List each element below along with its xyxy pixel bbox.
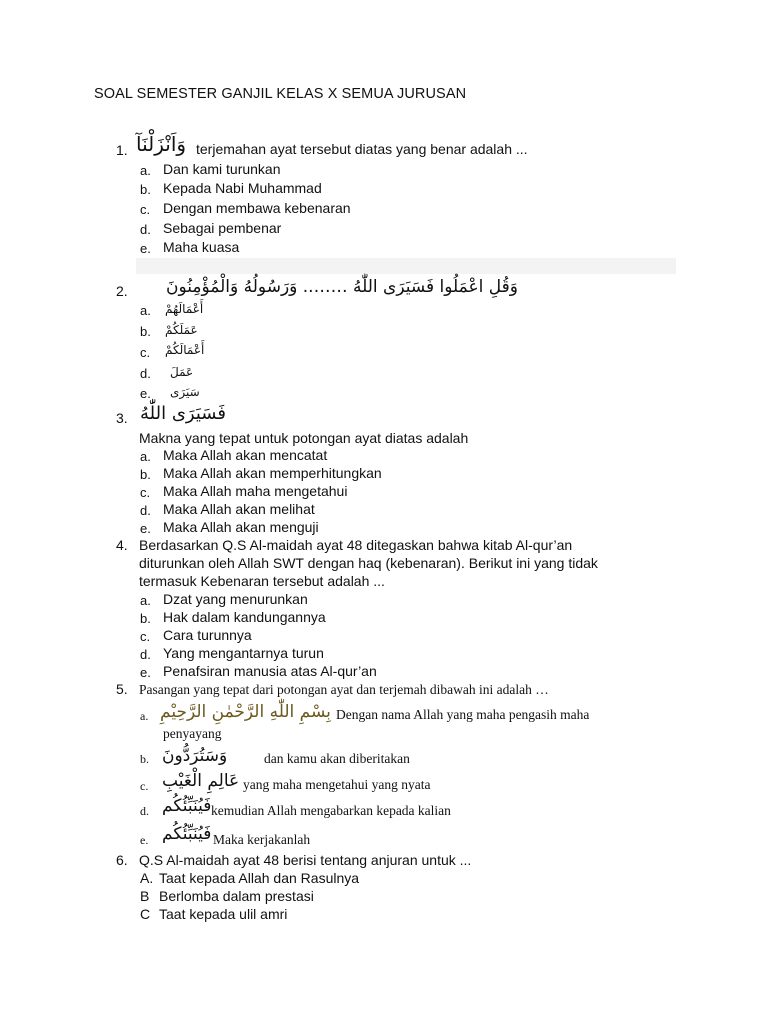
q4-option-e-mark: e. bbox=[140, 665, 151, 680]
q5-option-c-arabic: عَالِمِ الْغَيْبِ bbox=[162, 771, 240, 791]
q1-option-b-mark: b. bbox=[140, 182, 151, 197]
q3-option-a-mark: a. bbox=[140, 449, 151, 464]
q5-option-b-mark: b. bbox=[140, 752, 149, 766]
question-6-number: 6. bbox=[116, 852, 128, 868]
q2-option-e-mark: e. bbox=[140, 386, 151, 401]
q3-option-e-mark: e. bbox=[140, 521, 151, 536]
q5-option-c-mark: c. bbox=[140, 779, 149, 793]
q4-option-b-mark: b. bbox=[140, 611, 151, 626]
q5-option-c-text: yang maha mengetahui yang nyata bbox=[243, 777, 431, 792]
question-3-arabic: فَسَيَرَى اللّٰهُ bbox=[140, 403, 226, 424]
q3-option-e: Maka Allah akan menguji bbox=[163, 519, 319, 535]
q2-option-e: سَيَرَى bbox=[170, 385, 200, 399]
q1-option-a-mark: a. bbox=[140, 163, 151, 178]
q5-option-e-mark: e. bbox=[140, 833, 149, 847]
q5-option-d-text: kemudian Allah mengabarkan kepada kalian bbox=[211, 803, 451, 818]
q5-option-e-text: Maka kerjakanlah bbox=[213, 832, 311, 847]
q4-option-b: Hak dalam kandungannya bbox=[163, 609, 326, 625]
q5-option-a-arabic: بِسْمِ اللّٰهِ الرَّحْمٰنِ الرَّحِيْمِ bbox=[160, 702, 331, 722]
q5-option-b-text: dan kamu akan diberitakan bbox=[264, 751, 410, 766]
q3-option-c: Maka Allah maha mengetahui bbox=[163, 483, 348, 499]
question-2-arabic: وَقُلِ اعْمَلُوا فَسَيَرَى اللّٰهُ …….. وَرَسُولُهُ وَالْمُؤْمِنُونَ bbox=[166, 277, 518, 297]
q1-option-e-mark: e. bbox=[140, 241, 151, 256]
q2-option-b-mark: b. bbox=[140, 324, 151, 339]
q2-option-d: عَمَلَ bbox=[170, 365, 194, 379]
q1-option-e: Maha kuasa bbox=[163, 239, 240, 255]
q6-option-b-mark: B bbox=[140, 888, 150, 904]
q3-option-b-mark: b. bbox=[140, 467, 151, 482]
q2-option-a: أَعْمَالَهُمْ bbox=[165, 302, 204, 316]
q2-option-c-mark: c. bbox=[140, 345, 151, 360]
q3-option-a: Maka Allah akan mencatat bbox=[163, 447, 328, 463]
q5-option-a-text-continued: penyayang bbox=[163, 726, 222, 741]
q4-option-c: Cara turunnya bbox=[163, 627, 252, 643]
q1-option-b: Kepada Nabi Muhammad bbox=[163, 180, 322, 196]
question-1-text: terjemahan ayat tersebut diatas yang benar adalah ... bbox=[196, 141, 528, 157]
q5-option-d-mark: d. bbox=[140, 804, 149, 818]
q4-option-a: Dzat yang menurunkan bbox=[163, 591, 308, 607]
question-4-line-2: diturunkan oleh Allah SWT dengan haq (kebenaran). Berikut ini yang tidak bbox=[139, 555, 598, 571]
q1-option-c: Dengan membawa kebenaran bbox=[163, 200, 351, 216]
q5-option-a-text: Dengan nama Allah yang maha pengasih maha bbox=[336, 707, 590, 722]
q3-option-d-mark: d. bbox=[140, 503, 151, 518]
question-5-prompt: Pasangan yang tepat dari potongan ayat dan terjemah dibawah ini adalah … bbox=[139, 682, 549, 697]
q5-option-d-arabic: فَيُنَبِّئُكُم bbox=[162, 796, 212, 816]
q4-option-e: Penafsiran manusia atas Al-qur’an bbox=[163, 663, 377, 679]
q1-option-a: Dan kami turunkan bbox=[163, 161, 281, 177]
q3-option-c-mark: c. bbox=[140, 485, 151, 500]
question-1-number: 1. bbox=[116, 142, 128, 158]
q4-option-d: Yang mengantarnya turun bbox=[163, 645, 324, 661]
question-5-number: 5. bbox=[116, 681, 128, 697]
q6-option-b: Berlomba dalam prestasi bbox=[159, 888, 314, 904]
q3-option-b: Maka Allah akan memperhitungkan bbox=[163, 465, 382, 481]
q6-option-c: Taat kepada ulil amri bbox=[159, 906, 288, 922]
question-4-number: 4. bbox=[116, 537, 128, 553]
question-2-number: 2. bbox=[116, 283, 128, 299]
q5-option-b-arabic: وَسَتُرَدُّونَ bbox=[162, 746, 228, 766]
q2-option-a-mark: a. bbox=[140, 303, 151, 318]
page-title: SOAL SEMESTER GANJIL KELAS X SEMUA JURUSAN bbox=[94, 86, 467, 102]
q5-option-a-mark: a. bbox=[140, 709, 149, 723]
q6-option-c-mark: C bbox=[140, 906, 151, 922]
question-3-prompt: Makna yang tepat untuk potongan ayat diatas adalah bbox=[139, 430, 469, 446]
question-4-line-3: termasuk Kebenaran tersebut adalah ... bbox=[139, 573, 385, 589]
question-1-arabic: وَاَنْزَلْنَآ bbox=[136, 132, 187, 156]
question-4-line-1: Berdasarkan Q.S Al-maidah ayat 48 ditegaskan bahwa kitab Al-qur’an bbox=[139, 537, 573, 553]
q4-option-a-mark: a. bbox=[140, 593, 151, 608]
q4-option-d-mark: d. bbox=[140, 647, 151, 662]
question-6-prompt: Q.S Al-maidah ayat 48 berisi tentang anjuran untuk ... bbox=[139, 852, 472, 868]
q5-option-e-arabic: فَيُنَبِّئُكُم bbox=[162, 824, 212, 844]
q3-option-d: Maka Allah akan melihat bbox=[163, 501, 315, 517]
question-3-number: 3. bbox=[116, 410, 128, 426]
q2-option-b: عَمَلَكُمْ bbox=[165, 323, 198, 337]
q1-option-c-mark: c. bbox=[140, 202, 151, 217]
q2-option-d-mark: d. bbox=[140, 366, 151, 381]
q4-option-c-mark: c. bbox=[140, 629, 151, 644]
shaded-band bbox=[136, 258, 676, 274]
q1-option-d: Sebagai pembenar bbox=[163, 220, 282, 236]
q1-option-d-mark: d. bbox=[140, 222, 151, 237]
q6-option-a: Taat kepada Allah dan Rasulnya bbox=[159, 870, 360, 886]
q6-option-a-mark: A. bbox=[140, 870, 154, 886]
q2-option-c: أَعْمَالَكُمْ bbox=[165, 343, 205, 357]
